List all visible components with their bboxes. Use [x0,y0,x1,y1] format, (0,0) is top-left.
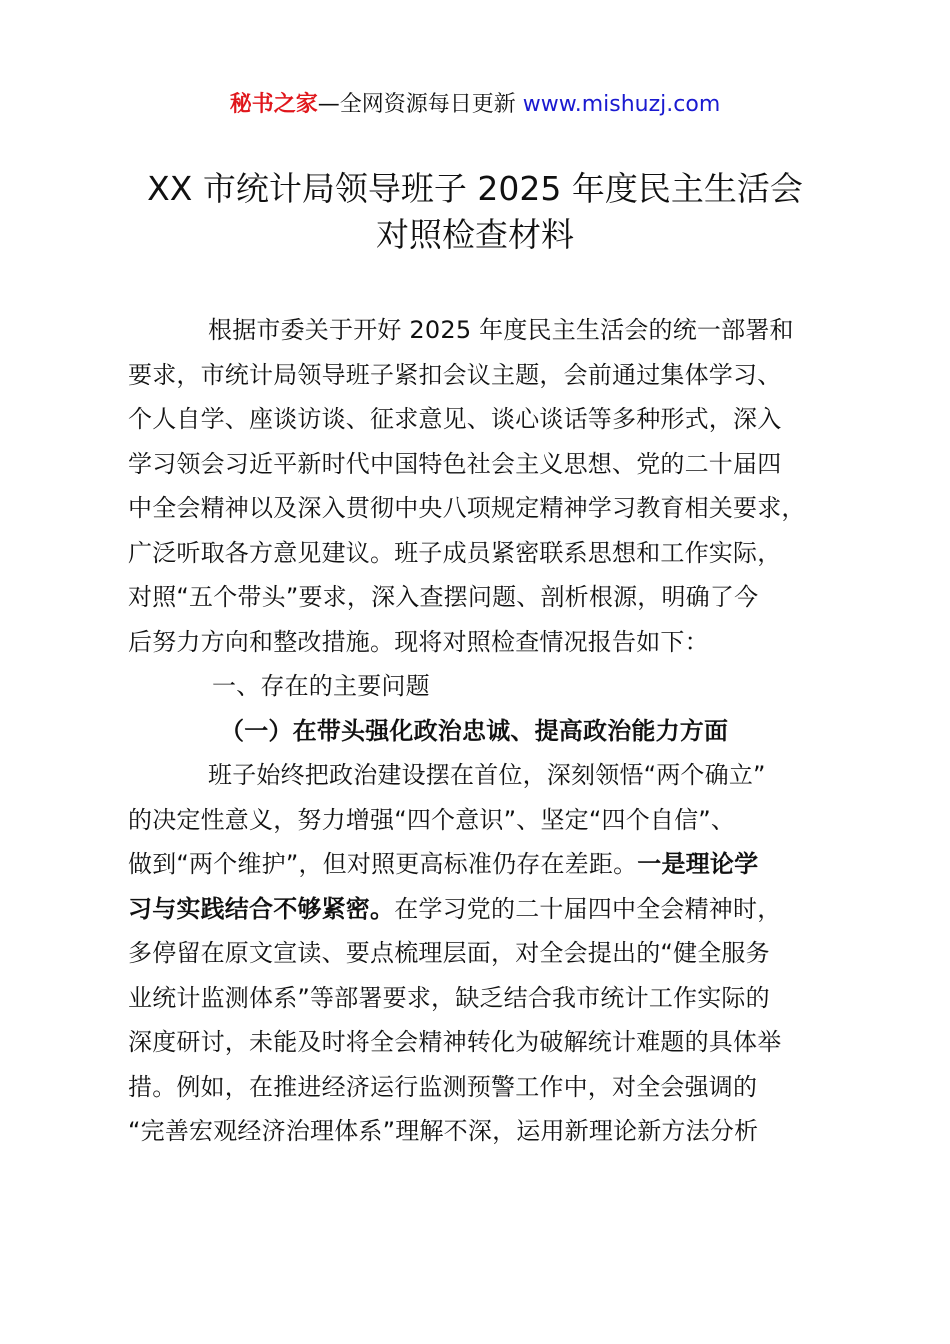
paragraph-line: 对照“五个带头”要求，深入查摆问题、剖析根源，明确了今 [128,583,759,611]
paragraph-line [128,842,838,887]
text-run: 做到“两个维护”，但对照更高标准仍存在差距。 [128,850,638,878]
subsection-heading: （一）在带头强化政治忠诚、提高政治能力方面 [220,716,729,745]
paragraph-line: “完善宏观经济治理体系”理解不深，运用新理论新方法分析 [128,1117,759,1145]
document-title [0,166,950,258]
paragraph-line: 多停留在原文宣读、要点梳理层面，对全会提出的“健全服务 [128,939,770,967]
paragraph-line: 中全会精神以及深入贯彻中央八项规定精神学习教育相关要求， [128,494,806,522]
paragraph-line: 业统计监测体系”等部署要求，缺乏结合我市统计工作实际的 [128,983,770,1012]
bold-point-label: 习与实践结合不够紧密。 [128,894,395,923]
document-body [128,308,838,1154]
paragraph-line: 个人自学、座谈访谈、征求意见、谈心谈话等多种形式，深入 [128,405,782,433]
paragraph-line: 措。例如，在推进经济运行监测预警工作中，对全会强调的 [128,1072,758,1101]
title-line-1: XX 市统计局领导班子 2025 年度民主生活会 [147,169,803,208]
section-heading: 一、存在的主要问题 [212,672,430,700]
paragraph-line: 深度研讨，未能及时将全会精神转化为破解统计难题的具体举 [128,1028,782,1056]
text-run: 在学习党的二十届四中全会精神时， [394,894,782,923]
paragraph-line: 广泛听取各方意见建议。班子成员紧密联系思想和工作实际， [128,538,782,567]
site-header [0,88,950,122]
paragraph-line: 根据市委关于开好 2025 年度民主生活会的统一部署和 [208,316,794,344]
site-url-link[interactable]: www.mishuzj.com [522,92,721,117]
header-tagline: —全网资源每日更新 [317,92,516,117]
paragraph-line: 班子始终把政治建设摆在首位，深刻领悟“两个确立” [208,761,766,789]
paragraph-line [128,887,838,932]
paragraph-line: 后努力方向和整改措施。现将对照检查情况报告如下： [128,627,709,656]
title-line-2: 对照检查材料 [376,215,574,254]
brand-name: 秘书之家 [229,92,318,117]
paragraph-line: 的决定性意义，努力增强“四个意识”、坚定“四个自信”、 [128,805,736,834]
paragraph-line: 学习领会习近平新时代中国特色社会主义思想、党的二十届四 [128,449,782,478]
bold-point-label: 一是理论学 [637,850,759,878]
paragraph-line: 要求，市统计局领导班子紧扣会议主题，会前通过集体学习、 [128,360,782,389]
